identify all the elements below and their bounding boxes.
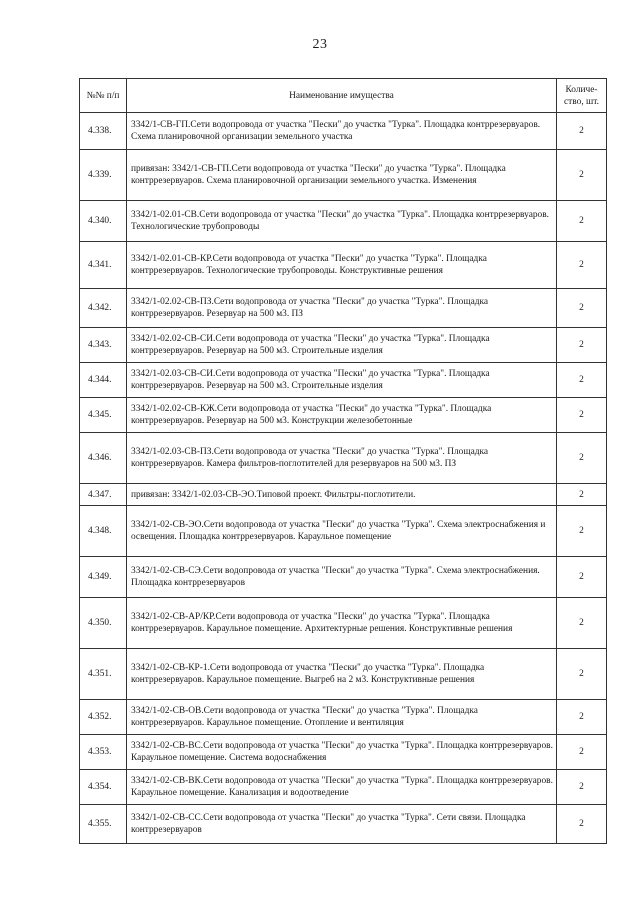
header-name: Наименование имущества bbox=[127, 79, 557, 113]
row-name: 3342/1-02-СВ-СЭ.Сети водопровода от участка "Пески" до участка "Турка". Схема электроснабжения. Площадка контррезервуаров bbox=[127, 557, 557, 598]
property-table bbox=[79, 78, 607, 844]
row-num: 4.341. bbox=[80, 242, 127, 289]
table-row bbox=[80, 700, 607, 735]
row-qty: 2 bbox=[557, 363, 607, 398]
table-row bbox=[80, 398, 607, 433]
row-num: 4.343. bbox=[80, 328, 127, 363]
row-num: 4.344. bbox=[80, 363, 127, 398]
table-row bbox=[80, 805, 607, 844]
row-qty: 2 bbox=[557, 506, 607, 557]
row-num: 4.350. bbox=[80, 598, 127, 649]
table-row bbox=[80, 328, 607, 363]
row-name: 3342/1-02-СВ-ЭО.Сети водопровода от участка "Пески" до участка "Турка". Схема электроснабжения и освещения. Площадка контррезервуаров. Караульное помещение bbox=[127, 506, 557, 557]
header-num: №№ п/п bbox=[80, 79, 127, 113]
row-name: 3342/1-02.03-СВ-СИ.Сети водопровода от участка "Пески" до участка "Турка". Площадка контррезервуаров. Резервуар на 500 м3. Строительные изделия bbox=[127, 363, 557, 398]
table-row bbox=[80, 598, 607, 649]
row-name: 3342/1-02-СВ-ОВ.Сети водопровода от участка "Пески" до участка "Турка". Площадка контррезервуаров. Караульное помещение. Отопление и вентиляция bbox=[127, 700, 557, 735]
row-num: 4.349. bbox=[80, 557, 127, 598]
table-row bbox=[80, 484, 607, 506]
table-row bbox=[80, 289, 607, 328]
row-qty: 2 bbox=[557, 700, 607, 735]
row-qty: 2 bbox=[557, 805, 607, 844]
row-name: 3342/1-02.02-СВ-ПЗ.Сети водопровода от участка "Пески" до участка "Турка". Площадка контррезервуаров. Резервуар на 500 м3. ПЗ bbox=[127, 289, 557, 328]
table-row bbox=[80, 506, 607, 557]
row-name: 3342/1-02-СВ-ВС.Сети водопровода от участка "Пески" до участка "Турка". Площадка контррезервуаров. Караульное помещение. Система водоснабжения bbox=[127, 735, 557, 770]
table-row bbox=[80, 242, 607, 289]
row-qty: 2 bbox=[557, 150, 607, 201]
row-name: 3342/1-02.01-СВ.Сети водопровода от участка "Пески" до участка "Турка". Площадка контррезервуаров. Технологические трубопроводы bbox=[127, 201, 557, 242]
row-name: 3342/1-02.02-СВ-СИ.Сети водопровода от участка "Пески" до участка "Турка". Площадка контррезервуаров. Резервуар на 500 м3. Строительные изделия bbox=[127, 328, 557, 363]
table-row bbox=[80, 113, 607, 150]
row-num: 4.347. bbox=[80, 484, 127, 506]
row-name: привязан: 3342/1-СВ-ГП.Сети водопровода от участка "Пески" до участка "Турка". Площадка контррезервуаров. Схема планировочной организации земельного участка. Изменения bbox=[127, 150, 557, 201]
row-qty: 2 bbox=[557, 649, 607, 700]
row-qty: 2 bbox=[557, 433, 607, 484]
row-qty: 2 bbox=[557, 398, 607, 433]
header-qty: Количе-ство, шт. bbox=[557, 79, 607, 113]
row-num: 4.346. bbox=[80, 433, 127, 484]
row-name: 3342/1-02-СВ-СС.Сети водопровода от участка "Пески" до участка "Турка". Сети связи. Площадка контррезервуаров bbox=[127, 805, 557, 844]
row-num: 4.351. bbox=[80, 649, 127, 700]
table-header-row bbox=[80, 79, 607, 113]
row-name: 3342/1-02.02-СВ-КЖ.Сети водопровода от участка "Пески" до участка "Турка". Площадка контррезервуаров. Резервуар на 500 м3. Конструкции железобетонные bbox=[127, 398, 557, 433]
table-row bbox=[80, 649, 607, 700]
row-num: 4.354. bbox=[80, 770, 127, 805]
row-name: 3342/1-02.01-СВ-КР.Сети водопровода от участка "Пески" до участка "Турка". Площадка контррезервуаров. Технологические трубопроводы. Конструктивные решения bbox=[127, 242, 557, 289]
row-qty: 2 bbox=[557, 557, 607, 598]
table-row bbox=[80, 433, 607, 484]
row-name: 3342/1-02.03-СВ-ПЗ.Сети водопровода от участка "Пески" до участка "Турка". Площадка контррезервуаров. Камера фильтров-поглотителей для резервуаров на 500 м3. ПЗ bbox=[127, 433, 557, 484]
row-num: 4.348. bbox=[80, 506, 127, 557]
row-qty: 2 bbox=[557, 113, 607, 150]
row-num: 4.353. bbox=[80, 735, 127, 770]
row-name: 3342/1-02-СВ-АР/КР.Сети водопровода от участка "Пески" до участка "Турка". Площадка контррезервуаров. Караульное помещение. Архитектурные решения. Конструктивные решения bbox=[127, 598, 557, 649]
row-name: 3342/1-02-СВ-ВК.Сети водопровода от участка "Пески" до участка "Турка". Площадка контррезервуаров. Караульное помещение. Канализация и водоотведение bbox=[127, 770, 557, 805]
row-num: 4.338. bbox=[80, 113, 127, 150]
row-qty: 2 bbox=[557, 289, 607, 328]
row-qty: 2 bbox=[557, 484, 607, 506]
row-qty: 2 bbox=[557, 598, 607, 649]
row-qty: 2 bbox=[557, 770, 607, 805]
table-row bbox=[80, 363, 607, 398]
row-qty: 2 bbox=[557, 201, 607, 242]
row-num: 4.342. bbox=[80, 289, 127, 328]
row-num: 4.345. bbox=[80, 398, 127, 433]
row-name: 3342/1-СВ-ГП.Сети водопровода от участка "Пески" до участка "Турка". Площадка контррезервуаров. Схема планировочной организации земельного участка bbox=[127, 113, 557, 150]
row-qty: 2 bbox=[557, 328, 607, 363]
table-row bbox=[80, 150, 607, 201]
row-num: 4.355. bbox=[80, 805, 127, 844]
table-row bbox=[80, 557, 607, 598]
row-qty: 2 bbox=[557, 735, 607, 770]
table-row bbox=[80, 201, 607, 242]
row-num: 4.340. bbox=[80, 201, 127, 242]
row-name: 3342/1-02-СВ-КР-1.Сети водопровода от участка "Пески" до участка "Турка". Площадка контррезервуаров. Караульное помещение. Выгреб на 2 м3. Конструктивные решения bbox=[127, 649, 557, 700]
row-num: 4.352. bbox=[80, 700, 127, 735]
page-number: 23 bbox=[312, 37, 328, 52]
table-row bbox=[80, 735, 607, 770]
row-qty: 2 bbox=[557, 242, 607, 289]
table-row bbox=[80, 770, 607, 805]
row-name: привязан: 3342/1-02.03-СВ-ЭО.Типовой проект. Фильтры-поглотители. bbox=[127, 484, 557, 506]
row-num: 4.339. bbox=[80, 150, 127, 201]
